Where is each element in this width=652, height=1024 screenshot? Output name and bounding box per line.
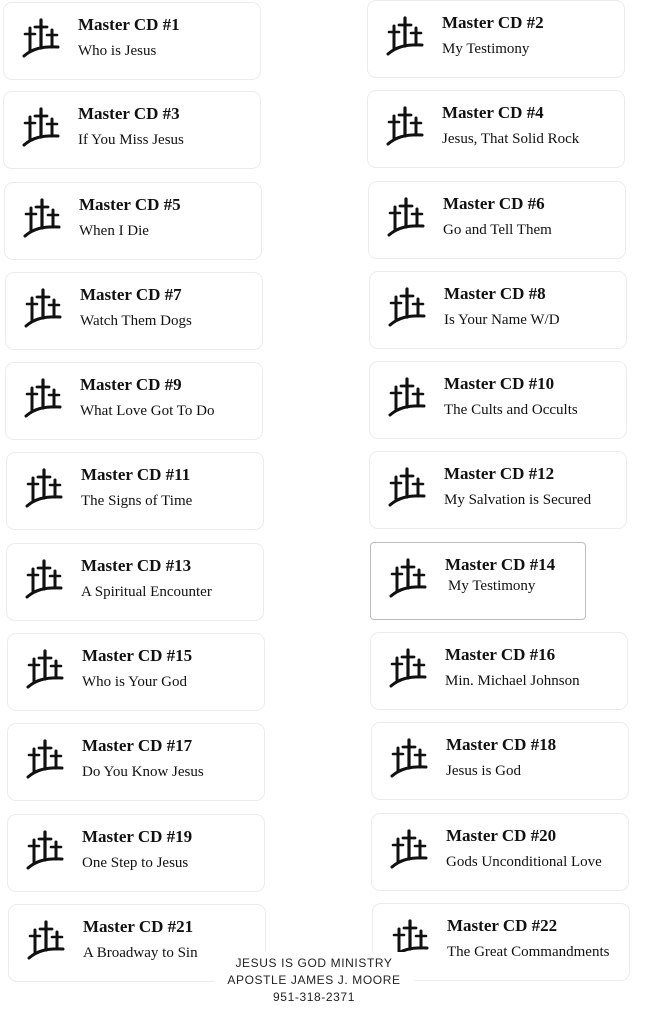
three-crosses-icon — [27, 920, 65, 962]
cd-label-16 — [370, 632, 628, 710]
cd-label-1 — [3, 2, 261, 80]
cd-label-subtitle: Jesus is God — [446, 763, 522, 779]
cd-label-title: Master CD #9 — [80, 375, 182, 394]
cd-label-title: Master CD #16 — [445, 645, 556, 664]
ministry-name: JESUS IS GOD MINISTRY — [235, 956, 393, 970]
cd-label-subtitle: Who is Your God — [82, 674, 188, 690]
cd-label-title: Master CD #20 — [446, 826, 557, 845]
three-crosses-icon — [25, 559, 63, 601]
cd-label-subtitle: A Spiritual Encounter — [81, 584, 212, 600]
cd-label-13 — [6, 543, 264, 621]
cd-label-subtitle: Is Your Name W/D — [444, 312, 560, 328]
cd-label-17 — [7, 723, 265, 801]
phone-number: 951-318-2371 — [273, 990, 355, 1004]
cd-label-7 — [5, 272, 263, 350]
cd-label-title: Master CD #3 — [78, 104, 180, 123]
cd-label-title: Master CD #13 — [81, 556, 192, 575]
cd-label-title: Master CD #11 — [81, 465, 191, 484]
cd-label-subtitle: If You Miss Jesus — [78, 132, 184, 148]
cd-label-title: Master CD #14 — [445, 555, 556, 574]
three-crosses-icon — [25, 468, 63, 510]
three-crosses-icon — [390, 829, 428, 871]
cd-label-title: Master CD #18 — [446, 735, 557, 754]
three-crosses-icon — [387, 197, 425, 239]
cd-label-title: Master CD #19 — [82, 827, 193, 846]
cd-label-4 — [367, 90, 625, 168]
cd-label-subtitle: One Step to Jesus — [82, 855, 189, 871]
three-crosses-icon — [388, 287, 426, 329]
cd-label-18 — [371, 722, 629, 800]
ministry-address-stamp — [214, 952, 414, 1010]
cd-label-subtitle: My Salvation is Secured — [444, 492, 592, 508]
cd-label-9 — [5, 362, 263, 440]
cd-label-8 — [369, 271, 627, 349]
three-crosses-icon — [24, 378, 62, 420]
cd-label-subtitle: A Broadway to Sin — [83, 945, 198, 961]
cd-label-2 — [367, 0, 625, 78]
three-crosses-icon — [26, 830, 64, 872]
cd-label-subtitle: What Love Got To Do — [80, 403, 215, 419]
cd-label-5 — [4, 182, 262, 260]
cd-label-12 — [369, 451, 627, 529]
cd-label-subtitle: Who is Jesus — [78, 43, 157, 59]
cd-label-subtitle: Watch Them Dogs — [80, 313, 192, 329]
cd-label-subtitle: Go and Tell Them — [443, 222, 552, 238]
apostle-name: APOSTLE JAMES J. MOORE — [227, 973, 401, 987]
cd-label-title: Master CD #2 — [442, 13, 544, 32]
cd-label-title: Master CD #4 — [442, 103, 544, 122]
three-crosses-icon — [24, 288, 62, 330]
cd-label-title: Master CD #12 — [444, 464, 555, 483]
three-crosses-icon — [26, 649, 64, 691]
three-crosses-icon — [23, 198, 61, 240]
cd-label-15 — [7, 633, 265, 711]
three-crosses-icon — [389, 558, 427, 600]
cd-label-title: Master CD #17 — [82, 736, 193, 755]
three-crosses-icon — [388, 467, 426, 509]
cd-label-title: Master CD #6 — [443, 194, 545, 213]
cd-label-10 — [369, 361, 627, 439]
cd-label-14 — [370, 542, 586, 620]
cd-label-title: Master CD #15 — [82, 646, 193, 665]
cd-label-title: Master CD #22 — [447, 916, 558, 935]
cd-label-title: Master CD #8 — [444, 284, 546, 303]
three-crosses-icon — [389, 648, 427, 690]
cd-label-11 — [6, 452, 264, 530]
cd-label-title: Master CD #5 — [79, 195, 181, 214]
three-crosses-icon — [390, 738, 428, 780]
three-crosses-icon — [386, 16, 424, 58]
cd-label-subtitle: The Cults and Occults — [444, 402, 578, 418]
cd-label-subtitle: The Great Commandments — [447, 944, 610, 960]
cd-label-title: Master CD #1 — [78, 15, 180, 34]
cd-label-title: Master CD #10 — [444, 374, 555, 393]
three-crosses-icon — [388, 377, 426, 419]
cd-label-subtitle: Min. Michael Johnson — [445, 673, 580, 689]
cd-label-subtitle: Gods Unconditional Love — [446, 854, 602, 870]
cd-label-6 — [368, 181, 626, 259]
cd-label-19 — [7, 814, 265, 892]
cd-label-subtitle: Jesus, That Solid Rock — [442, 131, 580, 147]
cd-label-20 — [371, 813, 629, 891]
cd-label-subtitle: My Testimony — [448, 578, 536, 594]
cd-label-subtitle: When I Die — [79, 223, 149, 239]
three-crosses-icon — [22, 107, 60, 149]
cd-label-title: Master CD #21 — [83, 917, 194, 936]
cd-label-title: Master CD #7 — [80, 285, 182, 304]
cd-label-subtitle: The Signs of Time — [81, 493, 193, 509]
three-crosses-icon — [22, 18, 60, 60]
three-crosses-icon — [386, 106, 424, 148]
three-crosses-icon — [26, 739, 64, 781]
cd-label-subtitle: Do You Know Jesus — [82, 764, 204, 780]
cd-label-3 — [3, 91, 261, 169]
cd-label-subtitle: My Testimony — [442, 41, 530, 57]
